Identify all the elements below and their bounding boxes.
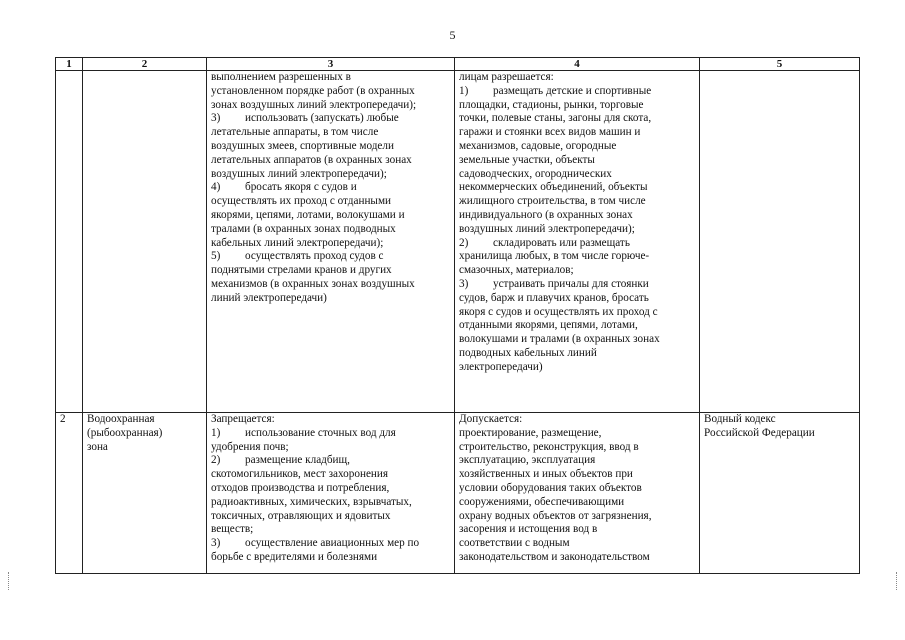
list-item-number: 2) [211,454,221,467]
cell-line [459,237,695,251]
cell-line [704,427,855,441]
line-text: воздушных линий электропередачи); [459,222,635,235]
cell-line [211,523,450,537]
line-text: индивидуального (в охранных зонах [459,208,633,221]
cell-line [211,482,450,496]
line-text: (рыбоохранная) [87,426,163,439]
list-item-number: 3) [459,277,469,290]
column-header-5: 5 [700,58,860,71]
line-text: волокушами и тралами (в охранных зонах [459,333,660,346]
cell-line [459,250,695,264]
cell-line [459,278,695,292]
cell-line [211,223,450,237]
prohibitions-cell [207,71,455,413]
line-text: отходов производства и потребления, [211,481,390,494]
cell-line [211,209,450,223]
cell-line [459,319,695,333]
line-text: гаражи и стоянки всех видов машин и [459,126,641,139]
line-text: летательные аппараты, в том числе [211,126,379,139]
cell-line [211,510,450,524]
cell-line [459,413,695,427]
cell-line [211,278,450,292]
cell-line [459,551,695,565]
cell-line [211,468,450,482]
line-text: бросать якоря с судов и [245,181,357,194]
list-item-number: 5) [211,250,221,263]
line-text: хозяйственных и иных объектов при [459,468,633,481]
cell-line [211,181,450,195]
line-text: тралами (в охранных зонах подводных [211,222,396,235]
cell-line [459,454,695,468]
cell-line [459,537,695,551]
line-text: осуществление авиационных мер по [245,537,420,550]
cell-line [211,551,450,565]
list-item-number: 1) [211,426,221,439]
prohibitions-cell [207,413,455,574]
table-row [56,413,860,574]
line-text: соответствии с водным [459,537,570,550]
line-text: воздушных змеев, спортивные модели [211,139,394,152]
list-item-number: 4) [211,181,221,194]
cell-line [459,482,695,496]
line-text: скотомогильников, мест захоронения [211,468,389,481]
line-text: Водный кодекс [704,413,776,425]
right-margin-mark [896,572,898,590]
line-text: зона [87,440,108,453]
line-text: устраивать причалы для стоянки [493,277,649,290]
cell-line [211,264,450,278]
cell-line [459,112,695,126]
cell-line [459,154,695,168]
line-text: осуществлять их проход с отданными [211,195,392,208]
line-text: садоводческих, огороднических [459,167,612,180]
cell-line [459,496,695,510]
cell-line [459,126,695,140]
line-text: Запрещается: [211,413,275,425]
line-text: летательных аппаратов (в охранных зонах [211,153,412,166]
cell-line [459,140,695,154]
page-number: 5 [449,28,456,42]
cell-line [459,195,695,209]
cell-line [211,126,450,140]
line-text: кабельных линий электропередачи); [211,236,384,249]
line-text: некоммерческих объединений, объекты [459,181,648,194]
line-text: линий электропередачи) [211,291,327,304]
table-header-row [56,58,860,71]
cell-line [459,347,695,361]
line-text: осуществлять проход судов с [245,250,384,263]
cell-line [211,154,450,168]
line-text: проектирование, размещение, [459,426,602,439]
line-text: условии оборудования таких объектов [459,481,642,494]
legal-basis-cell [700,413,860,574]
table-row [56,71,860,413]
permissions-cell [455,71,700,413]
cell-line [459,427,695,441]
line-text: отданными якорями, цепями, лотами, [459,319,638,332]
line-text: судов, барж и плавучих кранов, бросать [459,291,649,304]
cell-line [459,523,695,537]
restrictions-table [55,57,860,574]
line-text: механизмов (в охранных зонах воздушных [211,277,415,290]
cell-line [211,292,450,306]
cell-line [211,71,450,85]
line-text: якоря с судов и осуществлять их проход с [459,305,658,318]
cell-line [459,223,695,237]
list-item-number: 3) [211,537,221,550]
cell-line [211,454,450,468]
cell-line [211,99,450,113]
zone-name-cell [83,71,207,413]
cell-line [459,209,695,223]
line-text: электропередачи) [459,360,543,373]
line-text: установленном порядке работ (в охранных [211,84,415,97]
column-header-2: 2 [83,58,207,71]
line-text: Допускается: [459,413,523,425]
cell-line [459,99,695,113]
cell-line [704,413,855,427]
list-item-number: 3) [211,112,221,125]
cell-line [459,264,695,278]
line-text: радиоактивных, химических, взрывчатых, [211,495,412,508]
cell-line [459,306,695,320]
line-text: удобрения почв; [211,440,289,453]
line-text: борьбе с вредителями и болезнями [211,550,378,563]
line-text: строительство, реконструкция, ввод в [459,440,639,453]
cell-line [211,441,450,455]
line-text: хранилища любых, в том числе горюче- [459,250,650,263]
row-number-cell [56,71,83,413]
cell-line [211,237,450,251]
line-text: токсичных, отравляющих и ядовитых [211,509,391,522]
cell-line [87,441,202,455]
cell-line [211,496,450,510]
line-text: подводных кабельных линий [459,346,597,359]
list-item-number: 2) [459,236,469,249]
line-text: веществ; [211,523,254,536]
line-text: охрану водных объектов от загрязнения, [459,509,652,522]
line-text: сооружениями, обеспечивающими [459,495,625,508]
cell-line [87,413,202,427]
line-text: поднятыми стрелами кранов и других [211,264,392,277]
line-text: размещать детские и спортивные [493,84,652,97]
row-number-cell: 2 [56,413,83,574]
line-text: воздушных линий электропередачи); [211,167,387,180]
cell-line [459,85,695,99]
cell-line [459,292,695,306]
line-text: якорями, цепями, лотами, волокушами и [211,208,405,221]
line-text: точки, полевые станы, загоны для скота, [459,112,652,125]
line-text: Водоохранная [87,413,155,425]
cell-line [211,112,450,126]
cell-line [459,181,695,195]
cell-line [211,85,450,99]
line-text: размещение кладбищ, [245,454,350,467]
line-text: законодательством и законодательством [459,550,650,563]
line-text: выполнением разрешенных в [211,71,351,83]
line-text: площадки, стадионы, рынки, торговые [459,98,644,111]
permissions-cell [455,413,700,574]
line-text: использование сточных вод для [245,426,396,439]
cell-line [211,250,450,264]
column-header-4: 4 [455,58,700,71]
cell-line [459,441,695,455]
cell-line [211,140,450,154]
left-margin-mark [8,572,10,590]
cell-line [211,168,450,182]
cell-line [87,427,202,441]
zone-name-cell [83,413,207,574]
cell-line [459,168,695,182]
cell-line [459,333,695,347]
cell-line [459,468,695,482]
line-text: механизмов, садовые, огородные [459,139,617,152]
column-header-3: 3 [207,58,455,71]
line-text: зонах воздушных линий электропередачи); [211,98,417,111]
line-text: земельные участки, объекты [459,153,595,166]
line-text: лицам разрешается: [459,71,554,83]
line-text: жилищного строительства, в том числе [459,195,646,208]
line-text: засорения и истощения вод в [459,523,598,536]
line-text: Российской Федерации [704,426,815,439]
cell-line [211,195,450,209]
legal-basis-cell [700,71,860,413]
line-text: эксплуатацию, эксплуатация [459,454,596,467]
column-header-1: 1 [56,58,83,71]
line-text: смазочных, материалов; [459,264,574,277]
list-item-number: 1) [459,84,469,97]
cell-line [459,71,695,85]
line-text: использовать (запускать) любые [245,112,399,125]
cell-line [211,537,450,551]
cell-line [459,510,695,524]
cell-line [211,413,450,427]
cell-line [459,361,695,375]
line-text: складировать или размещать [493,236,630,249]
cell-line [211,427,450,441]
